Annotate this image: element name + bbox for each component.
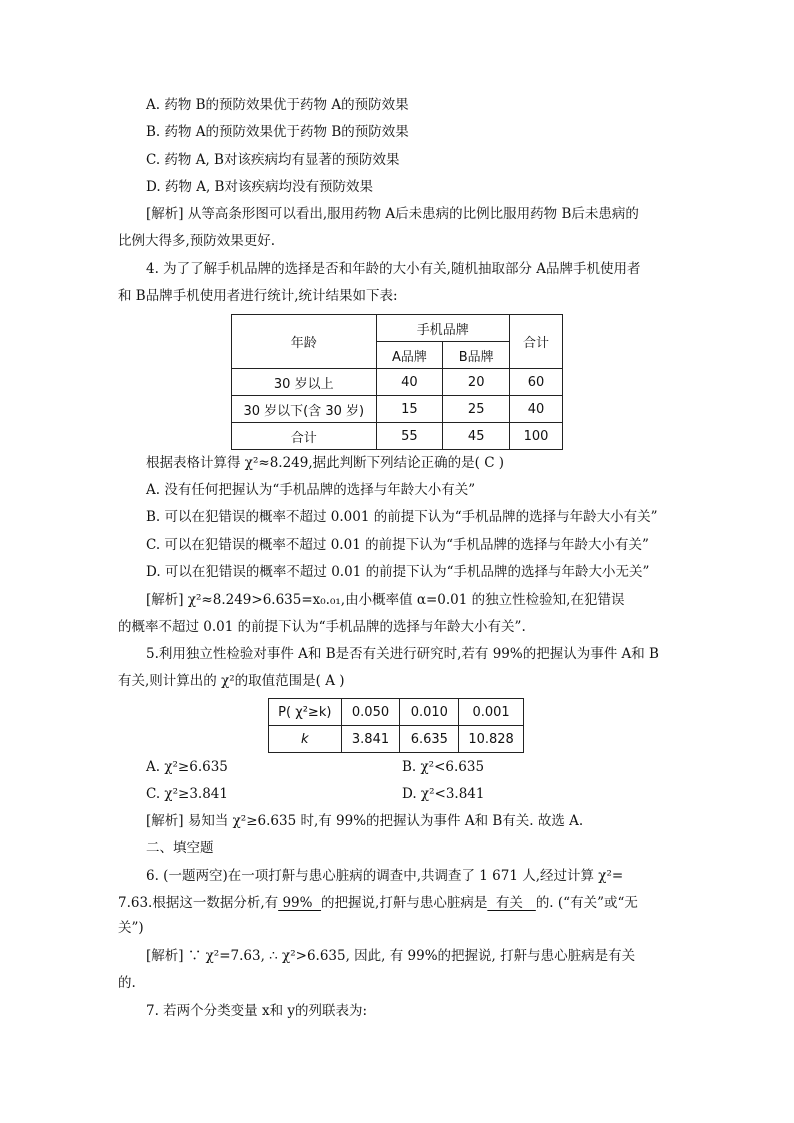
q7-stem: 7. 若两个分类变量 x和 y的列联表为: bbox=[146, 1003, 368, 1019]
q6-analysis-line1: [解析] ∵ χ²=7.63, ∴ χ²>6.635, 因此, 有 99%的把握说, 打鼾与患心脏病是有关 bbox=[146, 948, 636, 964]
q5-stem-line1: 5.利用独立性检验对事件 A和 B是否有关进行研究时,若有 99%的把握认为事件 A和 B bbox=[146, 646, 659, 662]
q6-line2-middle: 的把握说,打鼾与患心脏病是 bbox=[321, 895, 488, 911]
table-row bbox=[232, 423, 563, 450]
table-cell: 20 bbox=[443, 369, 510, 396]
table-cell: 0.010 bbox=[400, 699, 459, 726]
table-row bbox=[269, 699, 524, 726]
table-cell: 40 bbox=[510, 396, 563, 423]
section-title-fill-in: 二、填空题 bbox=[146, 840, 214, 856]
table-cell: P( χ²≥k) bbox=[269, 699, 342, 726]
table-cell: 15 bbox=[376, 396, 443, 423]
table-cell: 55 bbox=[376, 423, 443, 450]
q4-header-age: 年龄 bbox=[232, 315, 377, 369]
q4-option-b: B. 可以在犯错误的概率不超过 0.001 的前提下认为“手机品牌的选择与年龄大小有关” bbox=[146, 509, 658, 525]
q5-option-b: B. χ²<6.635 bbox=[402, 759, 485, 775]
q5-option-a: A. χ²≥6.635 bbox=[146, 759, 228, 775]
q5-analysis: [解析] 易知当 χ²≥6.635 时,有 99%的把握认为事件 A和 B有关. 故选 A. bbox=[146, 813, 584, 829]
q5-option-c: C. χ²≥3.841 bbox=[146, 786, 228, 802]
q5-critical-value-table bbox=[268, 698, 524, 753]
q6-line2 bbox=[118, 893, 638, 913]
q3-analysis-line2: 比例大得多,预防效果更好. bbox=[118, 233, 276, 249]
q5-option-d: D. χ²<3.841 bbox=[402, 786, 485, 802]
q4-header-brand-b: B品牌 bbox=[443, 342, 510, 369]
q5-stem-line2: 有关,则计算出的 χ²的取值范围是( A ) bbox=[118, 673, 345, 689]
q6-blank-2: 有关 bbox=[487, 895, 536, 911]
q6-line2-suffix: 的. (“有关”或“无 bbox=[535, 895, 638, 911]
q6-line2-prefix: 7.63.根据这一数据分析,有 bbox=[118, 895, 279, 911]
q4-calculation: 根据表格计算得 χ²≈8.249,据此判断下列结论正确的是( C ) bbox=[146, 455, 505, 471]
q4-header-brand-a: A品牌 bbox=[376, 342, 443, 369]
table-cell: 40 bbox=[376, 369, 443, 396]
q6-analysis-line2: 的. bbox=[118, 975, 136, 991]
table-cell: 100 bbox=[510, 423, 563, 450]
table-cell: 3.841 bbox=[341, 726, 400, 753]
table-row bbox=[232, 369, 563, 396]
table-cell: 合计 bbox=[232, 423, 377, 450]
table-cell: 10.828 bbox=[459, 726, 524, 753]
table-cell: 30 岁以上 bbox=[232, 369, 377, 396]
table-cell: 45 bbox=[443, 423, 510, 450]
q3-option-c: C. 药物 A, B对该疾病均有显著的预防效果 bbox=[146, 152, 400, 168]
q4-header-brand: 手机品牌 bbox=[376, 315, 510, 342]
table-row bbox=[269, 726, 524, 753]
q4-option-d: D. 可以在犯错误的概率不超过 0.01 的前提下认为“手机品牌的选择与年龄大小无关” bbox=[146, 564, 650, 580]
table-cell: 25 bbox=[443, 396, 510, 423]
q6-line3: 关”) bbox=[118, 920, 144, 936]
q4-contingency-table bbox=[231, 314, 563, 450]
q4-option-a: A. 没有任何把握认为“手机品牌的选择与年龄大小有关” bbox=[146, 482, 476, 498]
q4-stem-line1: 4. 为了了解手机品牌的选择是否和年龄的大小有关,随机抽取部分 A品牌手机使用者 bbox=[146, 261, 641, 277]
q3-option-d: D. 药物 A, B对该疾病均没有预防效果 bbox=[146, 179, 373, 195]
table-cell: 0.001 bbox=[459, 699, 524, 726]
q6-blank-1: 99% bbox=[278, 895, 322, 911]
q4-option-c: C. 可以在犯错误的概率不超过 0.01 的前提下认为“手机品牌的选择与年龄大小有关” bbox=[146, 537, 649, 553]
q4-header-total: 合计 bbox=[510, 315, 563, 369]
table-cell: 60 bbox=[510, 369, 563, 396]
q3-analysis-line1: [解析] 从等高条形图可以看出,服用药物 A后未患病的比例比服用药物 B后未患病的 bbox=[146, 206, 639, 222]
q6-line1: 6. (一题两空)在一项打鼾与患心脏病的调查中,共调查了 1 671 人,经过计算 χ²= bbox=[146, 868, 624, 884]
table-cell: k bbox=[269, 726, 342, 753]
table-cell: 0.050 bbox=[341, 699, 400, 726]
q4-analysis-line2: 的概率不超过 0.01 的前提下认为“手机品牌的选择与年龄大小有关”. bbox=[118, 619, 526, 635]
q4-stem-line2: 和 B品牌手机使用者进行统计,统计结果如下表: bbox=[118, 288, 398, 304]
q3-option-a: A. 药物 B的预防效果优于药物 A的预防效果 bbox=[146, 97, 409, 113]
q4-analysis-line1: [解析] χ²≈8.249>6.635=x₀.₀₁,由小概率值 α=0.01 的独立性检验知,在犯错误 bbox=[146, 592, 625, 608]
table-row bbox=[232, 396, 563, 423]
q3-option-b: B. 药物 A的预防效果优于药物 B的预防效果 bbox=[146, 124, 409, 140]
table-cell: 30 岁以下(含 30 岁) bbox=[232, 396, 377, 423]
table-cell: 6.635 bbox=[400, 726, 459, 753]
